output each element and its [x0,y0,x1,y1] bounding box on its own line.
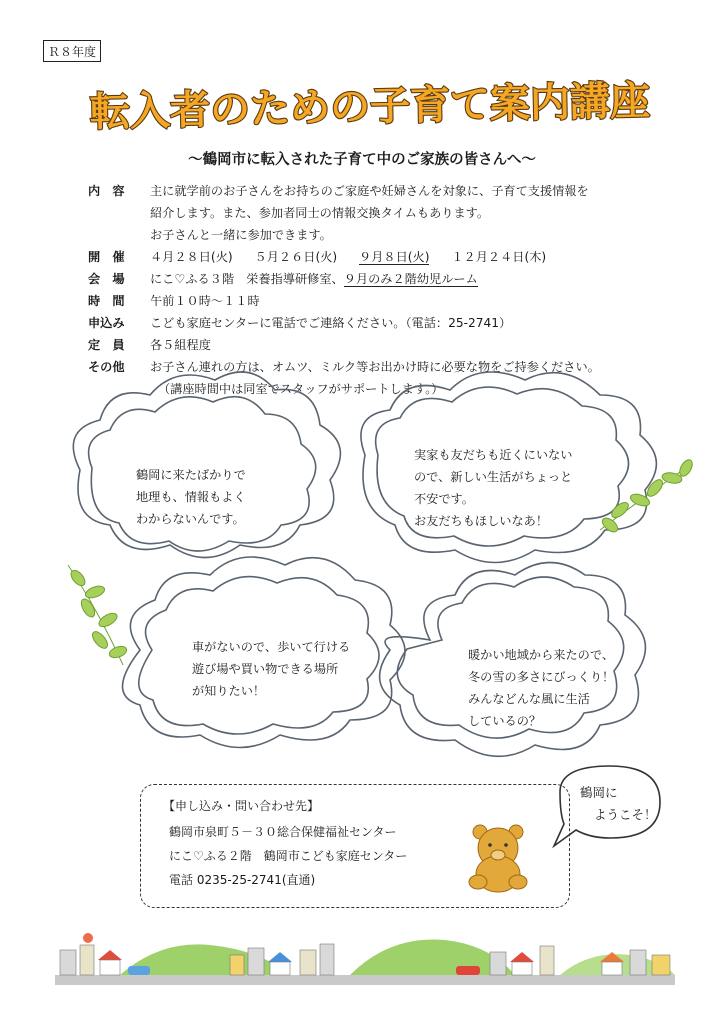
subtitle: ～鶴岡市に転入された子育て中のご家族の皆さんへ～ [188,152,536,168]
date-item: ５月２６日(火) [254,250,338,264]
content-label: 内 容 [88,184,125,198]
cloud-line: 鶴岡に来たばかりで [136,468,246,482]
other-value: お子さん連れの方は、オムツ、ミルク等お出かけ時に必要な物をご持参ください。 [150,360,600,374]
contact-heading: 【申し込み・問い合わせ先】 [163,799,320,813]
venue-label: 会 場 [88,272,125,286]
other-label: その他 [88,360,125,374]
content-line: 紹介します。また、参加者同士の情報交換タイムもあります。 [150,206,490,220]
cloud-message-3 [192,636,350,702]
time-value: 午前１０時～１１時 [150,294,260,308]
cloud-line: が知りたい！ [192,684,266,698]
cloud-line: ので、新しい生活がちょっと [414,470,573,484]
leaf-vine-right [600,458,695,535]
cloud-message-4 [468,644,614,732]
apply-value: こども家庭センターに電話でご連絡ください。（電話：25-2741） [150,316,512,330]
cloud-line: しているの？ [468,714,542,728]
apply-label: 申込み [88,316,125,330]
contact-address: 鶴岡市泉町５－３０総合保健福祉センター [169,825,397,839]
cloud-line: 暖かい地域から来たので、 [468,648,615,662]
fiscal-year-label: Ｒ８年度 [43,40,101,62]
page-title: 転入者のための子育て案内講座 [89,78,651,136]
town-illustration [55,933,675,985]
cloud-line: 不安です。 [414,492,474,506]
other-note: （講座時間中は同室でスタッフがサポートします。） [158,382,444,396]
date-item: ９月８日(火) [359,250,430,264]
venue-main: にこ♡ふる３階 栄養指導研修室、 [150,272,344,286]
speech-line-1: 鶴岡に [580,785,618,800]
content-line: お子さんと一緒に参加できます。 [150,228,332,242]
cloud-line: 実家も友だちも近くにいない [414,448,573,462]
date-item: ４月２８日(火) [150,250,233,264]
cloud-line: 冬の雪の多さにびっくり！ [468,670,615,684]
capacity-value: 各５組程度 [150,338,211,352]
contact-box [140,784,570,908]
cloud-line: 遊び場や買い物できる場所 [192,662,339,676]
speech-line-2: ようこそ！ [594,807,657,822]
cloud-line: 地理も、情報もよく [136,490,246,504]
cloud-message-2 [414,444,572,532]
cloud-message-1 [136,464,246,530]
dates-label: 開 催 [88,250,125,264]
leaf-vine-left [68,565,128,665]
cloud-line: 車がないので、歩いて行ける [192,640,351,654]
time-label: 時 間 [88,294,125,308]
content-line: 主に就学前のお子さんをお持ちのご家庭や妊婦さんを対象に、子育て支援情報を [150,184,589,198]
cloud-line: お友だちもほしいなあ！ [414,514,549,528]
date-item: １２月２４日(木) [451,250,547,264]
contact-facility: にこ♡ふる２階 鶴岡市こども家庭センター [169,849,408,863]
cloud-line: みんなどんな風に生活 [468,692,590,706]
cloud-line: わからないんです。 [136,512,245,526]
venue-note: ９月のみ２階幼児ルーム [343,272,478,286]
contact-phone: 電話 0235-25-2741(直通) [169,873,316,887]
capacity-label: 定 員 [88,338,125,352]
